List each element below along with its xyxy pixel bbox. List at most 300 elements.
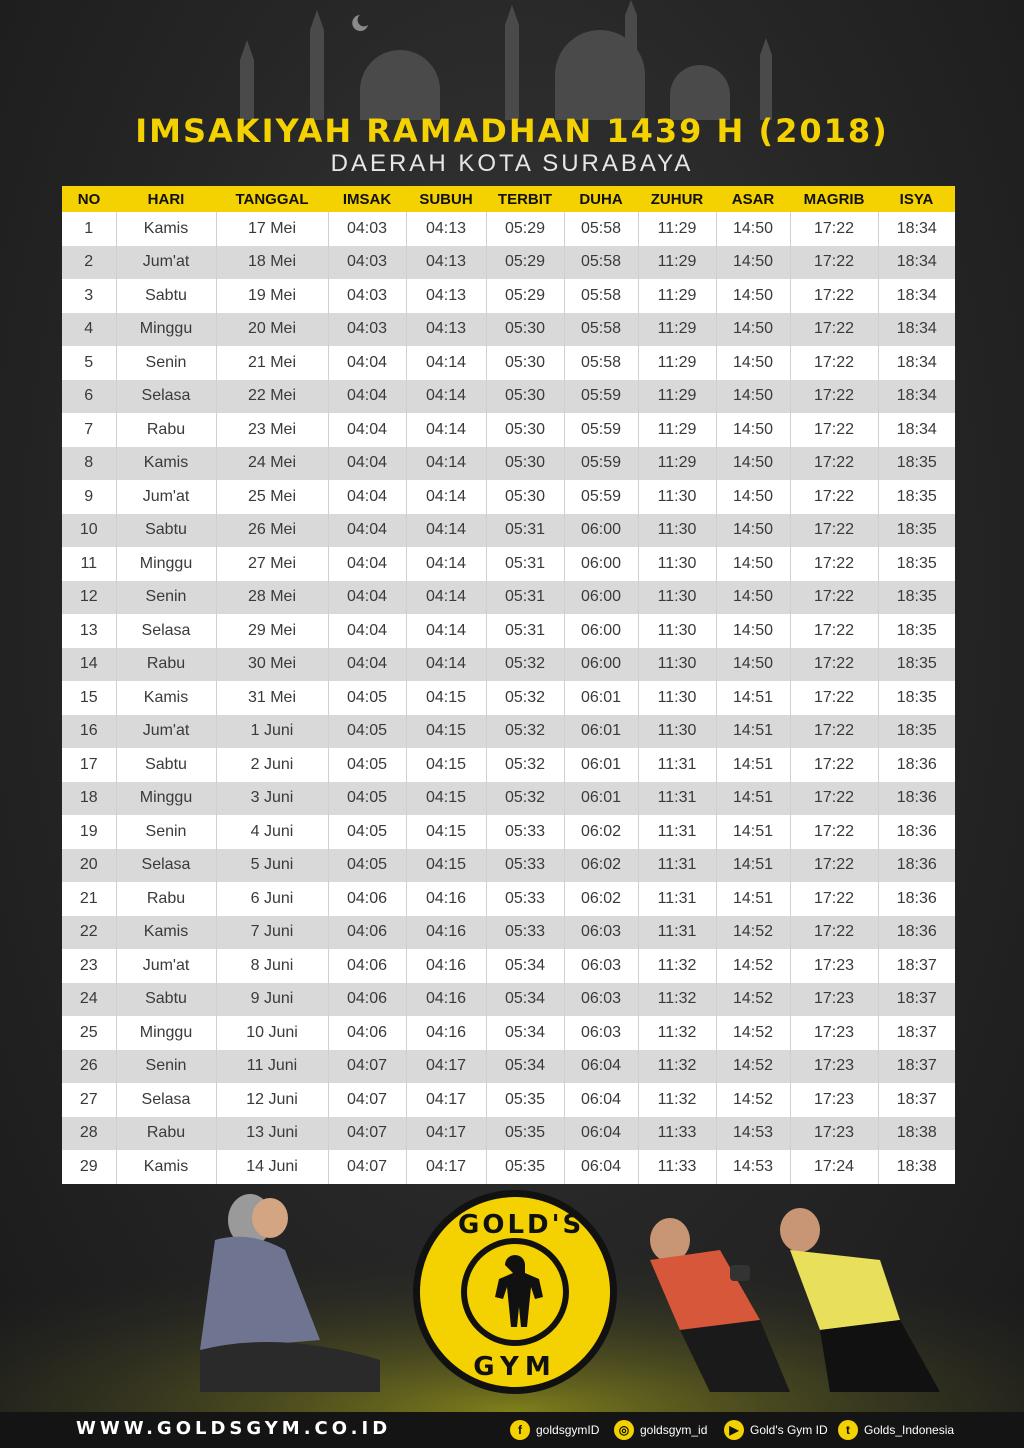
social-link-youtube[interactable] — [724, 1420, 828, 1440]
table-row — [62, 815, 955, 849]
cell-asar: 14:50 — [716, 581, 790, 615]
cell-isya: 18:36 — [878, 815, 955, 849]
cell-hari: Sabtu — [116, 279, 216, 313]
cell-magrib: 17:22 — [790, 480, 878, 514]
cell-terbit: 05:34 — [486, 983, 564, 1017]
cell-imsak: 04:03 — [328, 279, 406, 313]
cell-imsak: 04:07 — [328, 1150, 406, 1184]
cell-imsak: 04:04 — [328, 480, 406, 514]
cell-no: 5 — [62, 346, 116, 380]
cell-no: 29 — [62, 1150, 116, 1184]
cell-duha: 06:04 — [564, 1083, 638, 1117]
table-row — [62, 1150, 955, 1184]
cell-asar: 14:50 — [716, 480, 790, 514]
cell-imsak: 04:03 — [328, 212, 406, 246]
cell-magrib: 17:22 — [790, 514, 878, 548]
cell-duha: 06:00 — [564, 547, 638, 581]
cell-zuhur: 11:33 — [638, 1117, 716, 1151]
social-link-twitter[interactable] — [838, 1420, 954, 1440]
cell-isya: 18:34 — [878, 380, 955, 414]
cell-terbit: 05:33 — [486, 882, 564, 916]
cell-terbit: 05:35 — [486, 1083, 564, 1117]
cell-no: 28 — [62, 1117, 116, 1151]
cell-no: 22 — [62, 916, 116, 950]
cell-tanggal: 31 Mei — [216, 681, 328, 715]
cell-magrib: 17:22 — [790, 279, 878, 313]
cell-isya: 18:34 — [878, 346, 955, 380]
cell-duha: 06:04 — [564, 1150, 638, 1184]
table-row — [62, 1050, 955, 1084]
cell-imsak: 04:04 — [328, 614, 406, 648]
cell-imsak: 04:06 — [328, 916, 406, 950]
cell-zuhur: 11:32 — [638, 983, 716, 1017]
cell-hari: Jum'at — [116, 949, 216, 983]
cell-terbit: 05:32 — [486, 648, 564, 682]
column-header-terbit: TERBIT — [486, 186, 564, 212]
cell-terbit: 05:33 — [486, 916, 564, 950]
table-row — [62, 514, 955, 548]
cell-hari: Senin — [116, 581, 216, 615]
cell-magrib: 17:22 — [790, 849, 878, 883]
cell-no: 4 — [62, 313, 116, 347]
cell-asar: 14:51 — [716, 681, 790, 715]
cell-no: 15 — [62, 681, 116, 715]
cell-terbit: 05:30 — [486, 447, 564, 481]
cell-asar: 14:50 — [716, 614, 790, 648]
cell-magrib: 17:23 — [790, 1083, 878, 1117]
cell-asar: 14:52 — [716, 1083, 790, 1117]
cell-asar: 14:50 — [716, 413, 790, 447]
social-handle: Golds_Indonesia — [864, 1423, 955, 1437]
cell-isya: 18:35 — [878, 681, 955, 715]
cell-subuh: 04:13 — [406, 246, 486, 280]
cell-asar: 14:53 — [716, 1117, 790, 1151]
cell-duha: 05:59 — [564, 413, 638, 447]
cell-duha: 06:02 — [564, 882, 638, 916]
cell-isya: 18:35 — [878, 514, 955, 548]
cell-hari: Rabu — [116, 413, 216, 447]
cell-subuh: 04:15 — [406, 748, 486, 782]
cell-isya: 18:35 — [878, 715, 955, 749]
cell-no: 18 — [62, 782, 116, 816]
cell-magrib: 17:23 — [790, 1050, 878, 1084]
cell-no: 19 — [62, 815, 116, 849]
cell-magrib: 17:22 — [790, 715, 878, 749]
cell-magrib: 17:22 — [790, 916, 878, 950]
cell-asar: 14:50 — [716, 447, 790, 481]
cell-subuh: 04:16 — [406, 916, 486, 950]
cell-asar: 14:50 — [716, 514, 790, 548]
cell-imsak: 04:05 — [328, 782, 406, 816]
cell-no: 24 — [62, 983, 116, 1017]
cell-subuh: 04:15 — [406, 681, 486, 715]
logo-top-text: GOLD'S — [458, 1210, 585, 1240]
column-header-asar: ASAR — [716, 186, 790, 212]
cell-hari: Selasa — [116, 380, 216, 414]
cell-asar: 14:52 — [716, 1016, 790, 1050]
table-row — [62, 313, 955, 347]
table-row — [62, 949, 955, 983]
table-row — [62, 648, 955, 682]
cell-imsak: 04:05 — [328, 815, 406, 849]
table-row — [62, 581, 955, 615]
cell-imsak: 04:04 — [328, 346, 406, 380]
cell-terbit: 05:30 — [486, 346, 564, 380]
social-link-instagram[interactable] — [614, 1420, 707, 1440]
cell-duha: 05:59 — [564, 480, 638, 514]
table-row — [62, 782, 955, 816]
cell-zuhur: 11:31 — [638, 916, 716, 950]
cell-duha: 06:03 — [564, 949, 638, 983]
cell-no: 17 — [62, 748, 116, 782]
cell-terbit: 05:29 — [486, 212, 564, 246]
cell-duha: 06:03 — [564, 983, 638, 1017]
cell-tanggal: 30 Mei — [216, 648, 328, 682]
cell-hari: Rabu — [116, 882, 216, 916]
cell-zuhur: 11:33 — [638, 1150, 716, 1184]
cell-magrib: 17:22 — [790, 614, 878, 648]
cell-isya: 18:38 — [878, 1150, 955, 1184]
cell-subuh: 04:14 — [406, 514, 486, 548]
cell-terbit: 05:32 — [486, 715, 564, 749]
cell-zuhur: 11:31 — [638, 748, 716, 782]
cell-asar: 14:50 — [716, 547, 790, 581]
cell-zuhur: 11:29 — [638, 212, 716, 246]
table-row — [62, 882, 955, 916]
website-link[interactable]: WWW.GOLDSGYM.CO.ID — [76, 1418, 392, 1439]
cell-magrib: 17:23 — [790, 949, 878, 983]
imsakiyah-table-container — [62, 186, 955, 1184]
cell-duha: 05:59 — [564, 447, 638, 481]
cell-tanggal: 19 Mei — [216, 279, 328, 313]
cell-duha: 06:02 — [564, 815, 638, 849]
cell-subuh: 04:14 — [406, 480, 486, 514]
cell-asar: 14:52 — [716, 983, 790, 1017]
column-header-magrib: MAGRIB — [790, 186, 878, 212]
cell-isya: 18:34 — [878, 413, 955, 447]
cell-magrib: 17:22 — [790, 447, 878, 481]
cell-magrib: 17:23 — [790, 983, 878, 1017]
cell-imsak: 04:05 — [328, 715, 406, 749]
cell-subuh: 04:15 — [406, 782, 486, 816]
cell-asar: 14:50 — [716, 246, 790, 280]
table-row — [62, 246, 955, 280]
cell-tanggal: 25 Mei — [216, 480, 328, 514]
cell-asar: 14:53 — [716, 1150, 790, 1184]
imsakiyah-table — [62, 186, 955, 1184]
cell-hari: Minggu — [116, 313, 216, 347]
cell-isya: 18:35 — [878, 614, 955, 648]
cell-hari: Sabtu — [116, 514, 216, 548]
cell-asar: 14:52 — [716, 949, 790, 983]
cell-subuh: 04:16 — [406, 1016, 486, 1050]
table-row — [62, 1016, 955, 1050]
cell-zuhur: 11:30 — [638, 514, 716, 548]
cell-tanggal: 2 Juni — [216, 748, 328, 782]
cell-magrib: 17:22 — [790, 346, 878, 380]
cell-isya: 18:37 — [878, 983, 955, 1017]
cell-terbit: 05:34 — [486, 949, 564, 983]
cell-tanggal: 22 Mei — [216, 380, 328, 414]
cell-imsak: 04:04 — [328, 447, 406, 481]
cell-duha: 06:00 — [564, 648, 638, 682]
table-row — [62, 547, 955, 581]
page-subtitle: DAERAH KOTA SURABAYA — [330, 150, 694, 177]
cell-duha: 06:01 — [564, 681, 638, 715]
cell-hari: Selasa — [116, 849, 216, 883]
cell-tanggal: 11 Juni — [216, 1050, 328, 1084]
cell-terbit: 05:31 — [486, 547, 564, 581]
cell-tanggal: 3 Juni — [216, 782, 328, 816]
cell-zuhur: 11:30 — [638, 547, 716, 581]
cell-magrib: 17:22 — [790, 547, 878, 581]
cell-hari: Sabtu — [116, 983, 216, 1017]
cell-subuh: 04:13 — [406, 279, 486, 313]
cell-asar: 14:51 — [716, 882, 790, 916]
cell-tanggal: 6 Juni — [216, 882, 328, 916]
cell-zuhur: 11:31 — [638, 849, 716, 883]
cell-magrib: 17:23 — [790, 1016, 878, 1050]
cell-tanggal: 5 Juni — [216, 849, 328, 883]
column-header-no: NO — [62, 186, 116, 212]
cell-duha: 06:01 — [564, 715, 638, 749]
column-header-isya: ISYA — [878, 186, 955, 212]
cell-zuhur: 11:32 — [638, 1050, 716, 1084]
cell-zuhur: 11:30 — [638, 715, 716, 749]
cell-tanggal: 8 Juni — [216, 949, 328, 983]
cell-no: 23 — [62, 949, 116, 983]
cell-no: 26 — [62, 1050, 116, 1084]
cell-imsak: 04:04 — [328, 380, 406, 414]
cell-terbit: 05:35 — [486, 1150, 564, 1184]
column-header-imsak: IMSAK — [328, 186, 406, 212]
cell-subuh: 04:15 — [406, 815, 486, 849]
cell-imsak: 04:06 — [328, 882, 406, 916]
cell-zuhur: 11:31 — [638, 882, 716, 916]
cell-tanggal: 4 Juni — [216, 815, 328, 849]
cell-zuhur: 11:32 — [638, 1083, 716, 1117]
cell-imsak: 04:07 — [328, 1050, 406, 1084]
cell-terbit: 05:30 — [486, 480, 564, 514]
cell-tanggal: 9 Juni — [216, 983, 328, 1017]
cell-tanggal: 27 Mei — [216, 547, 328, 581]
cell-asar: 14:51 — [716, 782, 790, 816]
cell-terbit: 05:31 — [486, 514, 564, 548]
cell-no: 12 — [62, 581, 116, 615]
cell-zuhur: 11:29 — [638, 246, 716, 280]
cell-imsak: 04:06 — [328, 983, 406, 1017]
cell-duha: 05:58 — [564, 313, 638, 347]
cell-isya: 18:35 — [878, 480, 955, 514]
cell-hari: Sabtu — [116, 748, 216, 782]
cell-zuhur: 11:30 — [638, 581, 716, 615]
cell-no: 1 — [62, 212, 116, 246]
cell-isya: 18:35 — [878, 581, 955, 615]
cell-duha: 06:01 — [564, 748, 638, 782]
cell-subuh: 04:14 — [406, 547, 486, 581]
cell-tanggal: 10 Juni — [216, 1016, 328, 1050]
cell-isya: 18:38 — [878, 1117, 955, 1151]
cell-duha: 06:04 — [564, 1117, 638, 1151]
cell-no: 13 — [62, 614, 116, 648]
column-header-zuhur: ZUHUR — [638, 186, 716, 212]
cell-imsak: 04:05 — [328, 748, 406, 782]
cell-imsak: 04:06 — [328, 1016, 406, 1050]
cell-hari: Kamis — [116, 681, 216, 715]
cell-asar: 14:50 — [716, 279, 790, 313]
cell-hari: Jum'at — [116, 246, 216, 280]
cell-subuh: 04:16 — [406, 949, 486, 983]
cell-terbit: 05:30 — [486, 413, 564, 447]
table-header-row — [62, 186, 955, 212]
cell-tanggal: 13 Juni — [216, 1117, 328, 1151]
cell-hari: Senin — [116, 815, 216, 849]
cell-subuh: 04:13 — [406, 313, 486, 347]
cell-no: 9 — [62, 480, 116, 514]
cell-terbit: 05:29 — [486, 279, 564, 313]
cell-duha: 06:04 — [564, 1050, 638, 1084]
column-header-tanggal: TANGGAL — [216, 186, 328, 212]
cell-duha: 05:59 — [564, 380, 638, 414]
table-row — [62, 614, 955, 648]
cell-tanggal: 28 Mei — [216, 581, 328, 615]
cell-hari: Selasa — [116, 614, 216, 648]
cell-tanggal: 29 Mei — [216, 614, 328, 648]
cell-no: 27 — [62, 1083, 116, 1117]
cell-duha: 06:00 — [564, 581, 638, 615]
cell-subuh: 04:17 — [406, 1117, 486, 1151]
cell-zuhur: 11:30 — [638, 681, 716, 715]
cell-imsak: 04:03 — [328, 313, 406, 347]
cell-subuh: 04:15 — [406, 849, 486, 883]
column-header-duha: DUHA — [564, 186, 638, 212]
cell-zuhur: 11:32 — [638, 949, 716, 983]
mosque-skyline-illustration — [200, 0, 820, 120]
cell-zuhur: 11:30 — [638, 614, 716, 648]
cell-no: 2 — [62, 246, 116, 280]
cell-magrib: 17:22 — [790, 313, 878, 347]
cell-terbit: 05:30 — [486, 313, 564, 347]
table-row — [62, 748, 955, 782]
cell-subuh: 04:13 — [406, 212, 486, 246]
cell-hari: Minggu — [116, 1016, 216, 1050]
cell-hari: Jum'at — [116, 480, 216, 514]
page-title: IMSAKIYAH RAMADHAN 1439 H (2018) — [135, 112, 889, 150]
cell-isya: 18:37 — [878, 1050, 955, 1084]
cell-magrib: 17:22 — [790, 246, 878, 280]
cell-isya: 18:37 — [878, 949, 955, 983]
promo-banner — [0, 1180, 1024, 1412]
cell-terbit: 05:33 — [486, 815, 564, 849]
cell-subuh: 04:14 — [406, 581, 486, 615]
cell-hari: Jum'at — [116, 715, 216, 749]
table-row — [62, 1117, 955, 1151]
cell-subuh: 04:17 — [406, 1083, 486, 1117]
table-row — [62, 1083, 955, 1117]
cell-isya: 18:35 — [878, 447, 955, 481]
cell-asar: 14:50 — [716, 212, 790, 246]
table-row — [62, 916, 955, 950]
cell-imsak: 04:04 — [328, 413, 406, 447]
cell-no: 21 — [62, 882, 116, 916]
cell-duha: 05:58 — [564, 212, 638, 246]
cell-terbit: 05:33 — [486, 849, 564, 883]
cell-no: 14 — [62, 648, 116, 682]
social-handle: Gold's Gym ID — [750, 1423, 828, 1437]
cell-zuhur: 11:31 — [638, 782, 716, 816]
cell-hari: Selasa — [116, 1083, 216, 1117]
cell-duha: 06:03 — [564, 916, 638, 950]
cell-isya: 18:34 — [878, 313, 955, 347]
table-row — [62, 480, 955, 514]
cell-magrib: 17:22 — [790, 212, 878, 246]
cell-no: 20 — [62, 849, 116, 883]
cell-tanggal: 21 Mei — [216, 346, 328, 380]
cell-magrib: 17:22 — [790, 882, 878, 916]
cell-subuh: 04:14 — [406, 648, 486, 682]
cell-imsak: 04:03 — [328, 246, 406, 280]
cell-hari: Kamis — [116, 212, 216, 246]
cell-hari: Minggu — [116, 547, 216, 581]
column-header-subuh: SUBUH — [406, 186, 486, 212]
table-row — [62, 212, 955, 246]
cell-hari: Rabu — [116, 1117, 216, 1151]
cell-asar: 14:51 — [716, 715, 790, 749]
cell-isya: 18:37 — [878, 1083, 955, 1117]
cell-terbit: 05:34 — [486, 1050, 564, 1084]
cell-subuh: 04:17 — [406, 1050, 486, 1084]
social-link-facebook[interactable] — [510, 1420, 599, 1440]
cell-tanggal: 26 Mei — [216, 514, 328, 548]
cell-duha: 06:00 — [564, 514, 638, 548]
cell-isya: 18:37 — [878, 1016, 955, 1050]
table-row — [62, 380, 955, 414]
cell-isya: 18:36 — [878, 882, 955, 916]
cell-magrib: 17:22 — [790, 413, 878, 447]
table-row — [62, 983, 955, 1017]
cell-zuhur: 11:32 — [638, 1016, 716, 1050]
cell-no: 16 — [62, 715, 116, 749]
cell-subuh: 04:17 — [406, 1150, 486, 1184]
cell-asar: 14:51 — [716, 815, 790, 849]
cell-magrib: 17:23 — [790, 1117, 878, 1151]
cell-tanggal: 24 Mei — [216, 447, 328, 481]
cell-tanggal: 1 Juni — [216, 715, 328, 749]
cell-magrib: 17:22 — [790, 782, 878, 816]
table-row — [62, 279, 955, 313]
cell-imsak: 04:05 — [328, 849, 406, 883]
cell-isya: 18:36 — [878, 849, 955, 883]
cell-magrib: 17:22 — [790, 681, 878, 715]
cell-isya: 18:34 — [878, 279, 955, 313]
logo-bottom-text: GYM — [473, 1352, 557, 1382]
cell-no: 6 — [62, 380, 116, 414]
table-row — [62, 849, 955, 883]
cell-asar: 14:52 — [716, 1050, 790, 1084]
cell-isya: 18:36 — [878, 916, 955, 950]
cell-magrib: 17:22 — [790, 815, 878, 849]
cell-zuhur: 11:29 — [638, 380, 716, 414]
cell-tanggal: 23 Mei — [216, 413, 328, 447]
cell-terbit: 05:32 — [486, 681, 564, 715]
cell-zuhur: 11:29 — [638, 279, 716, 313]
column-header-hari: HARI — [116, 186, 216, 212]
twitter-icon: t — [838, 1420, 858, 1440]
cell-duha: 06:00 — [564, 614, 638, 648]
cell-asar: 14:50 — [716, 380, 790, 414]
cell-no: 8 — [62, 447, 116, 481]
cell-magrib: 17:22 — [790, 380, 878, 414]
